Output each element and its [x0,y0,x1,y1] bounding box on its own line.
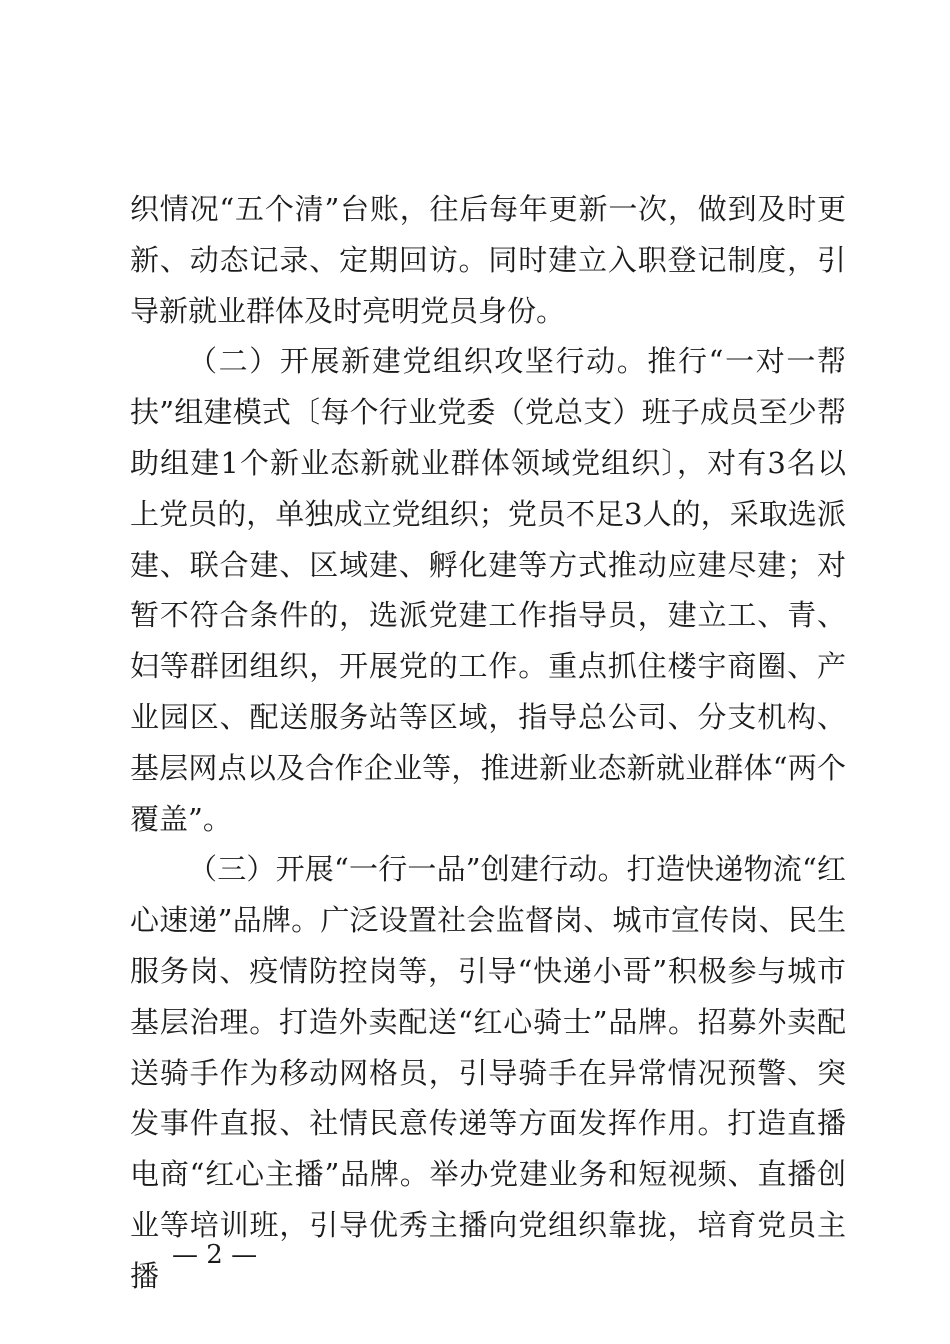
page-number: — 2 — [172,1240,258,1270]
paragraph-section-3: （三）开展“一行一品”创建行动。打造快递物流“红心速递”品牌。广泛设置社会监督岗、城市宣传岗、民生服务岗、疫情防控岗等，引导“快递小哥”积极参与城市基层治理。打造外卖配送“红心骑士”品牌。招募外卖配送骑手作为移动网格员，引导骑手在异常情况预警、突发事件直报、社情民意传递等方面发挥作用。打造直播电商“红心主播”品牌。举办党建业务和短视频、直播创业等培训班，引导优秀主播向党组织靠拢，培育党员主播 [130,852,846,1293]
document-body [130,184,846,1302]
paragraph-section-2: （二）开展新建党组织攻坚行动。推行“一对一帮扶”组建模式〔每个行业党委（党总支）班子成员至少帮助组建1个新业态新就业群体领域党组织〕，对有3名以上党员的，单独成立党组织；党员不足3人的，采取选派建、联合建、区域建、孵化建等方式推动应建尽建；对暂不符合条件的，选派党建工作指导员，建立工、青、妇等群团组织，开展党的工作。重点抓住楼宇商圈、产业园区、配送服务站等区域，指导总公司、分支机构、基层网点以及合作企业等，推进新业态新就业群体“两个覆盖”。 [130,344,846,836]
paragraph-continuation: 织情况“五个清”台账，往后每年更新一次，做到及时更新、动态记录、定期回访。同时建立入职登记制度，引导新就业群体及时亮明党员身份。 [130,192,846,328]
